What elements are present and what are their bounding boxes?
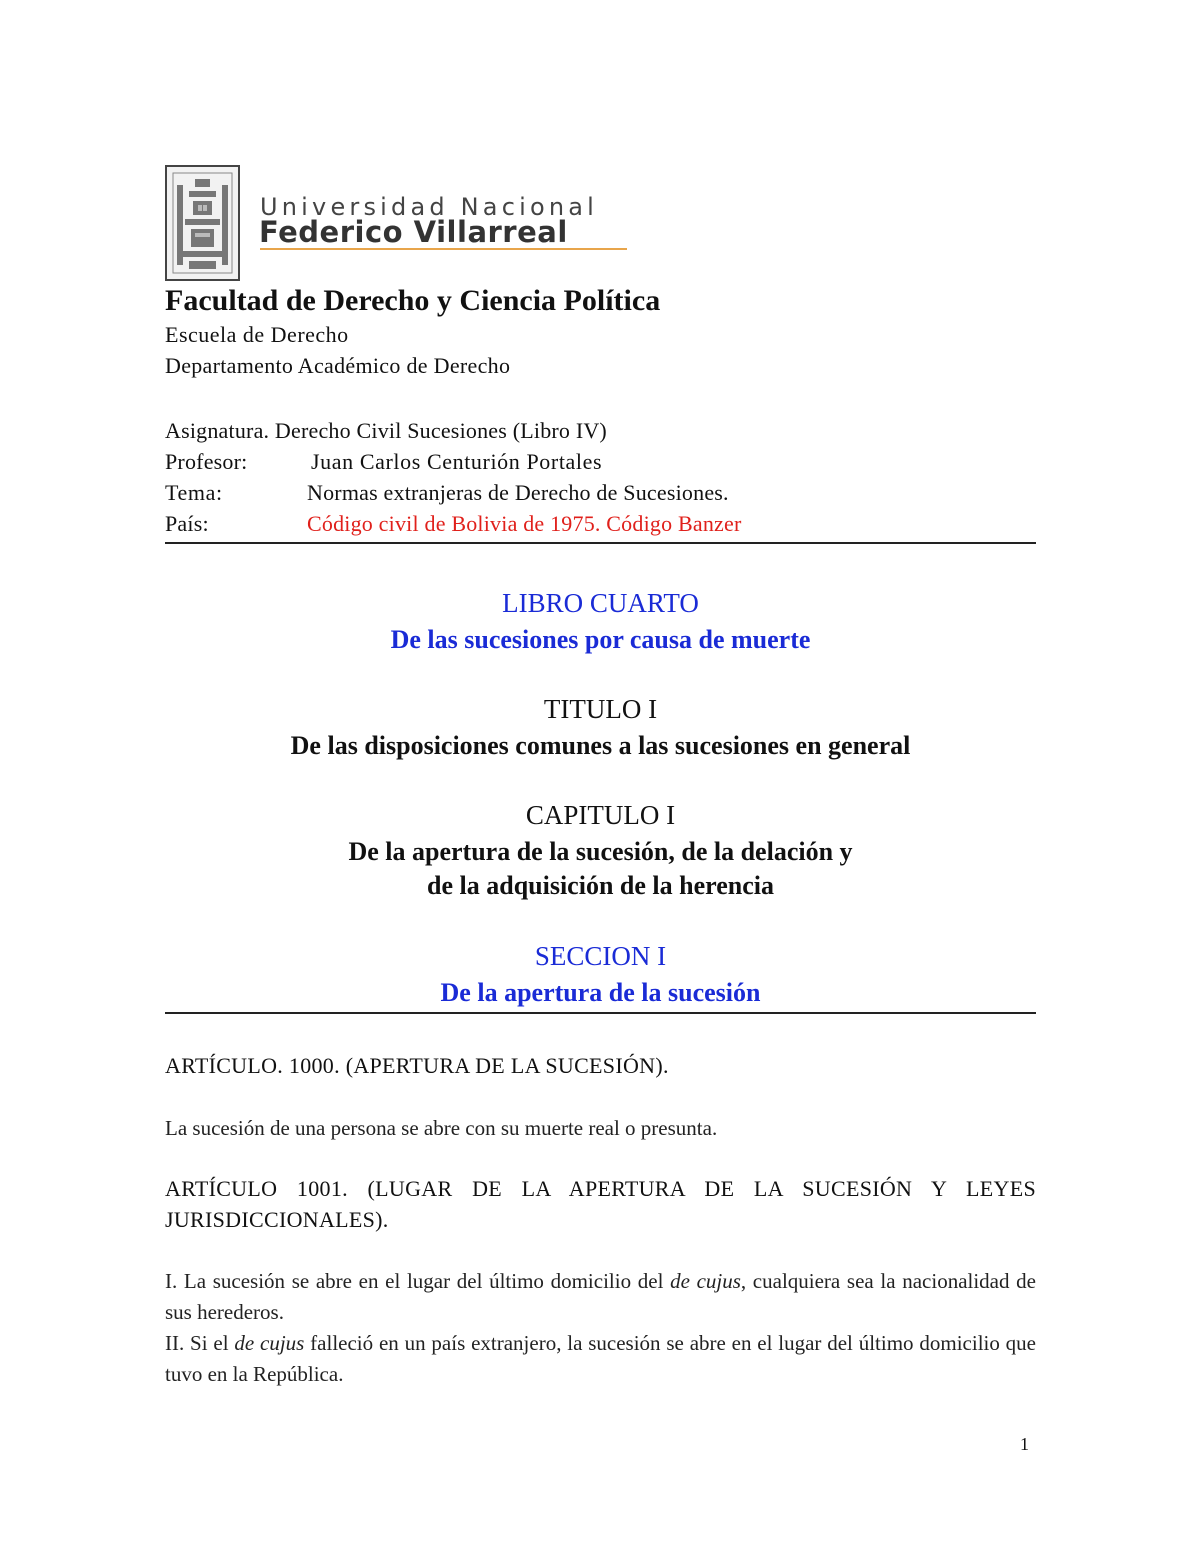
titulo-title: TITULO I — [543, 694, 658, 724]
divider-bottom — [165, 1012, 1036, 1014]
article-1001-paragraph-1 — [165, 1266, 1036, 1328]
article-1001-title: ARTÍCULO 1001. (LUGAR DE LA APERTURA DE LA SUCESIÓN Y LEYES JURISDICCIONALES). — [165, 1176, 1036, 1232]
professor-name: Juan Carlos Centurión Portales — [311, 449, 603, 474]
article-1001-p2-part-b: falleció en un país extranjero, la sucesión se abre en el lugar del último domicilio que tuvo en la República. — [165, 1331, 1037, 1386]
topic-text: Normas extranjeras de Derecho de Sucesiones. — [307, 480, 729, 505]
university-name-line1: Universidad Nacional — [260, 193, 599, 221]
seccion-subtitle: De la apertura de la sucesión — [440, 978, 761, 1007]
department-name: Departamento Académico de Derecho — [165, 353, 511, 378]
titulo-subtitle: De las disposiciones comunes a las sucesiones en general — [290, 731, 911, 760]
university-name-line2: Federico Villarreal — [259, 215, 568, 249]
country-text: Código civil de Bolivia de 1975. Código Banzer — [307, 511, 742, 536]
divider-top — [165, 542, 1036, 544]
seccion-title: SECCION I — [534, 941, 667, 971]
school-name: Escuela de Derecho — [165, 322, 349, 347]
article-1001-p1-part-b: , cualquiera sea la nacionalidad de sus herederos. — [165, 1269, 1036, 1324]
country-label: País: — [165, 511, 209, 536]
article-1001-paragraph-2 — [165, 1328, 1036, 1390]
book-title: LIBRO CUARTO — [502, 588, 699, 618]
capitulo-subtitle-line2: de la adquisición de la herencia — [427, 871, 774, 900]
topic-label: Tema: — [165, 480, 223, 505]
professor-label: Profesor: — [165, 449, 248, 474]
article-1001-p2-part-a: II. Si el — [165, 1331, 235, 1355]
article-1000-title: ARTÍCULO. 1000. (APERTURA DE LA SUCESIÓN). — [165, 1053, 669, 1078]
professor-line — [165, 449, 1036, 479]
capitulo-title: CAPITULO I — [525, 800, 676, 830]
subject-text: Asignatura. Derecho Civil Sucesiones (Libro IV) — [165, 418, 607, 443]
university-logo — [165, 165, 635, 283]
page-number: 1 — [1020, 1434, 1029, 1454]
article-1000-text: La sucesión de una persona se abre con su muerte real o presunta. — [165, 1116, 718, 1140]
faculty-title: Facultad de Derecho y Ciencia Política — [165, 284, 661, 317]
country-line — [165, 511, 1036, 541]
article-1001-p2-latin: de cujus — [234, 1331, 305, 1355]
article-1001-p1-part-a: I. La sucesión se abre en el lugar del último domicilio del — [165, 1269, 671, 1293]
topic-line — [165, 480, 1036, 510]
book-subtitle: De las sucesiones por causa de muerte — [390, 625, 811, 654]
subject-line — [165, 418, 607, 444]
article-1001-p1-latin: de cujus — [670, 1269, 741, 1293]
capitulo-subtitle-line1: De la apertura de la sucesión, de la delación y — [348, 837, 853, 866]
